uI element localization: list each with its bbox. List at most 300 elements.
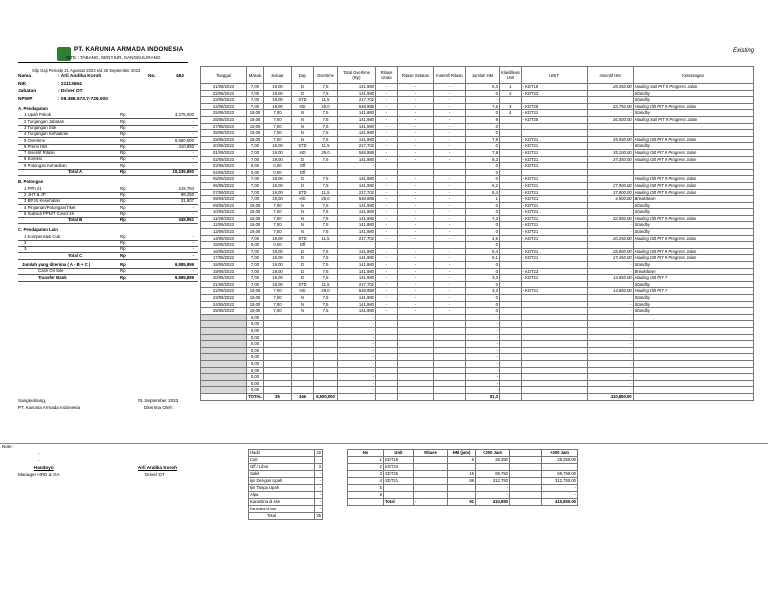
- summary-value: -: [315, 499, 323, 506]
- hm-summary-table: [347, 449, 578, 506]
- table-cell: 7,00: [264, 209, 292, 216]
- row-value: 349,951: [178, 217, 194, 223]
- table-cell: [500, 347, 522, 354]
- table-cell: N: [292, 301, 314, 308]
- summary-row: [249, 485, 323, 492]
- table-cell: [398, 367, 434, 374]
- table-cell: 7,00: [264, 308, 292, 315]
- jabatan-label: Jabatan: [18, 89, 37, 94]
- table-row: [201, 288, 754, 295]
- table-cell: -: [434, 156, 466, 163]
- hm-cell: [510, 492, 542, 499]
- table-cell: -: [376, 97, 398, 104]
- table-cell: -: [466, 367, 500, 374]
- table-cell: [500, 116, 522, 123]
- hm-cell: 91: [448, 499, 476, 506]
- table-cell: -: [587, 130, 633, 137]
- table-cell: -: [376, 288, 398, 295]
- table-cell: [264, 380, 292, 387]
- table-cell: [500, 327, 522, 334]
- table-cell: 141,980: [338, 275, 376, 282]
- row-currency: Rp: [120, 274, 126, 280]
- table-cell: 19,00: [264, 196, 292, 203]
- table-cell: [434, 367, 466, 374]
- manager-name: Handoyo: [34, 465, 54, 470]
- table-row: [201, 314, 754, 321]
- hm-cell: 312,750.00: [542, 478, 578, 485]
- table-cell: D: [292, 275, 314, 282]
- hm-cell: [510, 464, 542, 471]
- table-row: [201, 360, 754, 367]
- table-cell: 141,980: [338, 110, 376, 117]
- table-cell: -: [398, 308, 434, 315]
- table-cell: Standby: [633, 222, 753, 229]
- hm-cell: [448, 485, 476, 492]
- table-cell: 0,00: [264, 163, 292, 170]
- table-cell: [264, 387, 292, 394]
- table-cell: 27/08/2023: [201, 123, 247, 130]
- table-cell: [398, 341, 434, 348]
- table-row: [201, 248, 754, 255]
- hm-header-cell: [510, 450, 542, 457]
- table-cell: [521, 387, 587, 394]
- table-cell: [633, 242, 753, 249]
- table-cell: 217,702: [338, 281, 376, 288]
- pendapatan-title-text: A. Pendapatan: [18, 106, 48, 111]
- summary-row: [249, 499, 323, 506]
- hm-cell: 28,350: [476, 457, 510, 464]
- status-badge: Existing: [732, 48, 754, 54]
- table-cell: -: [376, 189, 398, 196]
- table-cell: 0: [466, 163, 500, 170]
- table-row: [201, 110, 754, 117]
- table-cell: [376, 347, 398, 354]
- note-label: Note :: [2, 444, 15, 449]
- table-cell: 7,00: [247, 97, 264, 104]
- period-text: Slip Gaji Periode 21 Agustus 2023 s/d 25 September 2023: [32, 68, 141, 73]
- table-cell: 19,00: [247, 110, 264, 117]
- table-cell: 7,00: [247, 149, 264, 156]
- table-cell: 141,980: [338, 182, 376, 189]
- table-cell: [292, 321, 314, 328]
- table-cell: [398, 321, 434, 328]
- table-cell: - KDT21: [521, 156, 587, 163]
- table-cell: 19,00: [264, 176, 292, 183]
- table-row: [201, 262, 754, 269]
- table-cell: 7,5: [314, 90, 338, 97]
- hm-cell: [542, 464, 578, 471]
- table-cell: STD: [292, 281, 314, 288]
- table-cell: [587, 242, 633, 249]
- row-value: -: [192, 233, 194, 239]
- table-cell: -: [466, 387, 500, 394]
- row-label: 9 Potongan Kehadiran: [24, 162, 67, 168]
- row-label: 3: [24, 246, 27, 252]
- hm-cell: Total: [384, 499, 414, 506]
- table-total-cell: [434, 393, 466, 400]
- table-cell: 7,00: [247, 84, 264, 91]
- table-cell: -: [376, 275, 398, 282]
- table-cell: [264, 327, 292, 334]
- table-cell: 0,00: [247, 374, 264, 381]
- hm-cell: 2: [348, 464, 384, 471]
- table-cell: -: [587, 202, 633, 209]
- summary-label: Karantina di luar: [249, 506, 315, 513]
- table-cell: -: [466, 97, 500, 104]
- column-header: Ritase Selatan: [398, 67, 434, 84]
- summary-label: Off / Libur: [249, 464, 315, 471]
- table-cell: -: [398, 149, 434, 156]
- table-cell: -: [338, 380, 376, 387]
- table-cell: -: [587, 301, 633, 308]
- hm-cell: -: [414, 499, 448, 506]
- table-cell: [292, 354, 314, 361]
- table-cell: -: [338, 163, 376, 170]
- table-cell: Hauling OB PIT 9 Progress Jalan: [633, 103, 753, 110]
- table-cell: 06/09/2023: [201, 182, 247, 189]
- table-cell: 19,00: [264, 156, 292, 163]
- table-cell: [521, 123, 587, 130]
- table-cell: 0,00: [247, 314, 264, 321]
- table-total-cell: [500, 393, 522, 400]
- table-cell: -: [376, 308, 398, 315]
- row-label: Total B: [68, 217, 83, 223]
- table-cell: 0: [466, 281, 500, 288]
- table-cell: 33,750.00: [587, 103, 633, 110]
- row-label: 1 Kompensasi Cuti: [24, 233, 61, 239]
- table-cell: HD: [292, 196, 314, 203]
- table-cell: -: [338, 367, 376, 374]
- table-row: [201, 209, 754, 216]
- table-cell: STD: [292, 189, 314, 196]
- table-cell: 29/08/2023: [201, 136, 247, 143]
- table-cell: [201, 354, 247, 361]
- potongan-title: [18, 179, 198, 185]
- table-cell: [314, 334, 338, 341]
- table-cell: 19,00: [264, 97, 292, 104]
- table-cell: 14,850.00: [587, 275, 633, 282]
- table-cell: -: [398, 222, 434, 229]
- table-cell: -: [434, 90, 466, 97]
- table-cell: -: [398, 130, 434, 137]
- row-value: 6,550,000: [174, 137, 194, 143]
- table-cell: [521, 314, 587, 321]
- table-cell: [500, 367, 522, 374]
- sign-company: PT. Karunia Armada Indonesia: [18, 405, 81, 410]
- hm-cell: [414, 457, 448, 464]
- table-cell: Standby: [633, 97, 753, 104]
- table-cell: -: [434, 84, 466, 91]
- hm-cell: [448, 464, 476, 471]
- hm-header-cell: +200 Jam: [542, 450, 578, 457]
- table-total-cell: [633, 393, 753, 400]
- row-value: 31,907: [180, 198, 194, 204]
- table-cell: -: [587, 229, 633, 236]
- table-cell: [376, 169, 398, 176]
- table-cell: [434, 242, 466, 249]
- hm-cell: [414, 464, 448, 471]
- table-cell: 7,5: [314, 176, 338, 183]
- table-cell: [500, 281, 522, 288]
- table-cell: 0,00: [247, 387, 264, 394]
- table-cell: - KDT21: [521, 215, 587, 222]
- row-label: 7 Insentif Ritase: [24, 150, 55, 156]
- table-cell: 12/09/2023: [201, 222, 247, 229]
- table-cell: -: [398, 84, 434, 91]
- summary-row: [249, 478, 323, 485]
- table-cell: D: [292, 176, 314, 183]
- table-cell: 7,00: [247, 90, 264, 97]
- table-cell: 7,00: [247, 196, 264, 203]
- table-cell: 29,0: [314, 288, 338, 295]
- table-cell: -: [587, 367, 633, 374]
- table-cell: [633, 360, 753, 367]
- table-cell: 11,5: [314, 97, 338, 104]
- table-cell: [500, 295, 522, 302]
- table-cell: [633, 347, 753, 354]
- table-cell: N: [292, 222, 314, 229]
- table-cell: - KDT21: [521, 248, 587, 255]
- table-cell: Hauling OB PIT 7: [633, 275, 753, 282]
- table-cell: 1: [500, 84, 522, 91]
- summary-value: -: [315, 471, 323, 478]
- table-cell: -: [376, 143, 398, 150]
- table-cell: [500, 360, 522, 367]
- table-cell: [264, 367, 292, 374]
- table-cell: 141,980: [338, 255, 376, 262]
- table-cell: 11,5: [314, 235, 338, 242]
- table-cell: D: [292, 182, 314, 189]
- table-cell: - KDT21: [521, 149, 587, 156]
- table-cell: [434, 387, 466, 394]
- table-cell: [376, 341, 398, 348]
- table-cell: [500, 275, 522, 282]
- table-cell: 19,00: [247, 295, 264, 302]
- table-cell: 19,00: [264, 143, 292, 150]
- table-cell: [500, 209, 522, 216]
- table-cell: 19,00: [264, 84, 292, 91]
- table-cell: 4: [500, 110, 522, 117]
- table-cell: - KDT21: [521, 163, 587, 170]
- table-cell: Standby: [633, 308, 753, 315]
- hm-cell: [510, 457, 542, 464]
- table-cell: - KDT21: [521, 288, 587, 295]
- row-line: [18, 281, 198, 282]
- table-cell: -: [434, 288, 466, 295]
- hm-header-cell: HM (jam): [448, 450, 476, 457]
- table-cell: -: [434, 301, 466, 308]
- table-cell: 24/09/2023: [201, 301, 247, 308]
- table-cell: [500, 341, 522, 348]
- column-header: Klasifikasi Unit: [500, 67, 522, 84]
- table-cell: [292, 334, 314, 341]
- table-cell: [500, 202, 522, 209]
- column-header: Insentif HM: [587, 67, 633, 84]
- table-cell: 7,5: [314, 222, 338, 229]
- table-cell: 19,00: [247, 301, 264, 308]
- table-cell: N: [292, 136, 314, 143]
- table-cell: -: [338, 327, 376, 334]
- table-cell: [500, 321, 522, 328]
- attendance-summary-table: [248, 449, 323, 520]
- table-cell: -: [376, 84, 398, 91]
- table-cell: 19,00: [247, 130, 264, 137]
- table-cell: -: [398, 116, 434, 123]
- row-value: 9,885,899: [174, 261, 194, 267]
- table-cell: 7,00: [247, 255, 264, 262]
- table-cell: Hauling OB PIT 9 Progress Jalan: [633, 176, 753, 183]
- summary-row: [249, 513, 323, 520]
- table-cell: [338, 242, 376, 249]
- table-cell: -: [376, 176, 398, 183]
- table-cell: [314, 163, 338, 170]
- table-row: [201, 235, 754, 242]
- sign-date: 01 September 2023: [138, 398, 179, 403]
- table-cell: [398, 360, 434, 367]
- table-cell: 28/08/2023: [201, 130, 247, 137]
- table-cell: 22/09/2023: [201, 288, 247, 295]
- table-cell: [500, 334, 522, 341]
- table-cell: 141,980: [338, 202, 376, 209]
- table-row: [201, 229, 754, 236]
- table-cell: 7,5: [314, 116, 338, 123]
- table-cell: -: [338, 341, 376, 348]
- row-currency: Rp: [120, 268, 126, 274]
- table-cell: [314, 169, 338, 176]
- table-cell: [500, 97, 522, 104]
- table-cell: 02/09/2023: [201, 156, 247, 163]
- table-row: [201, 84, 754, 91]
- table-cell: -: [376, 222, 398, 229]
- table-cell: [521, 341, 587, 348]
- table-cell: 0: [466, 301, 500, 308]
- row-value: -: [192, 162, 194, 168]
- table-cell: 141,980: [338, 84, 376, 91]
- table-cell: [521, 295, 587, 302]
- column-header: Insentif Ritase: [434, 67, 466, 84]
- table-cell: 19,00: [264, 182, 292, 189]
- table-cell: -: [398, 295, 434, 302]
- table-cell: 37,800.00: [587, 189, 633, 196]
- table-cell: [201, 367, 247, 374]
- table-cell: 7,5: [314, 255, 338, 262]
- table-cell: [434, 341, 466, 348]
- table-cell: -: [398, 196, 434, 203]
- table-cell: [633, 387, 753, 394]
- pendapatan-title: [18, 106, 198, 112]
- table-cell: 35,100.00: [587, 149, 633, 156]
- table-cell: [314, 341, 338, 348]
- table-cell: 141,980: [338, 301, 376, 308]
- table-total-cell: [398, 393, 434, 400]
- table-cell: 32,850.00: [587, 215, 633, 222]
- table-cell: N: [292, 229, 314, 236]
- table-cell: 19,00: [247, 136, 264, 143]
- table-cell: 23/09/2023: [201, 295, 247, 302]
- table-cell: [398, 354, 434, 361]
- table-cell: -: [587, 308, 633, 315]
- table-cell: HD: [292, 103, 314, 110]
- summary-label: Ijin Dengan Upah: [249, 478, 315, 485]
- table-cell: [398, 334, 434, 341]
- table-cell: 0: [466, 130, 500, 137]
- table-cell: [500, 268, 522, 275]
- company-name: PT. KARUNIA ARMADA INDONESIA: [74, 46, 184, 53]
- table-row: [201, 380, 754, 387]
- table-cell: [633, 169, 753, 176]
- row-currency: Rp: [120, 169, 126, 174]
- table-cell: [500, 387, 522, 394]
- table-cell: 19,00: [264, 103, 292, 110]
- table-cell: [500, 222, 522, 229]
- jabatan-value: : Driver DT: [58, 89, 83, 94]
- table-cell: 22/08/2023: [201, 90, 247, 97]
- table-cell: [264, 347, 292, 354]
- table-cell: N: [292, 130, 314, 137]
- table-row: [201, 255, 754, 262]
- sign-place: Sangkulirang,: [18, 398, 47, 403]
- hm-cell: [384, 492, 414, 499]
- table-cell: -: [466, 374, 500, 381]
- table-cell: -: [434, 229, 466, 236]
- column-header: Overtime: [314, 67, 338, 84]
- table-cell: -: [398, 123, 434, 130]
- row-label: Jumlah yang diterima ( A - B + C ): [22, 261, 91, 267]
- table-cell: 8,3: [466, 156, 500, 163]
- table-cell: [633, 314, 753, 321]
- row-currency: Rp: [120, 252, 126, 258]
- row-value: -: [192, 240, 194, 245]
- table-cell: -: [434, 110, 466, 117]
- table-total-cell: TOTAL: [248, 393, 262, 399]
- table-row: [201, 301, 754, 308]
- table-cell: 7,00: [264, 110, 292, 117]
- table-cell: 17/09/2023: [201, 255, 247, 262]
- table-cell: 14,850.00: [587, 288, 633, 295]
- table-cell: [434, 380, 466, 387]
- table-cell: -: [434, 189, 466, 196]
- table-cell: [633, 374, 753, 381]
- table-cell: [376, 163, 398, 170]
- summary-row: [249, 450, 323, 457]
- table-cell: -: [434, 182, 466, 189]
- summary-label: Alpa: [249, 492, 315, 499]
- table-cell: Off: [292, 163, 314, 170]
- table-cell: 24/08/2023: [201, 103, 247, 110]
- table-cell: 217,702: [338, 189, 376, 196]
- nik-label: NIK: [18, 82, 27, 87]
- table-cell: 6,3: [466, 84, 500, 91]
- table-cell: -: [398, 215, 434, 222]
- column-header: Keterangan: [633, 67, 753, 84]
- table-cell: 7,00: [264, 229, 292, 236]
- hm-cell: [510, 499, 542, 506]
- table-cell: 7,5: [314, 123, 338, 130]
- hm-cell: 1: [348, 457, 384, 464]
- table-cell: N: [292, 209, 314, 216]
- table-cell: [376, 314, 398, 321]
- row-label: Total A: [68, 169, 83, 174]
- table-cell: -: [398, 235, 434, 242]
- row-value: -: [192, 204, 194, 210]
- table-cell: -: [587, 268, 633, 275]
- row-currency: Rp: [120, 150, 126, 156]
- hm-cell: 3: [348, 471, 384, 478]
- table-row: [201, 242, 754, 249]
- table-cell: - KDT25: [521, 103, 587, 110]
- row-label: 2: [24, 240, 27, 245]
- table-cell: Standby: [633, 90, 753, 97]
